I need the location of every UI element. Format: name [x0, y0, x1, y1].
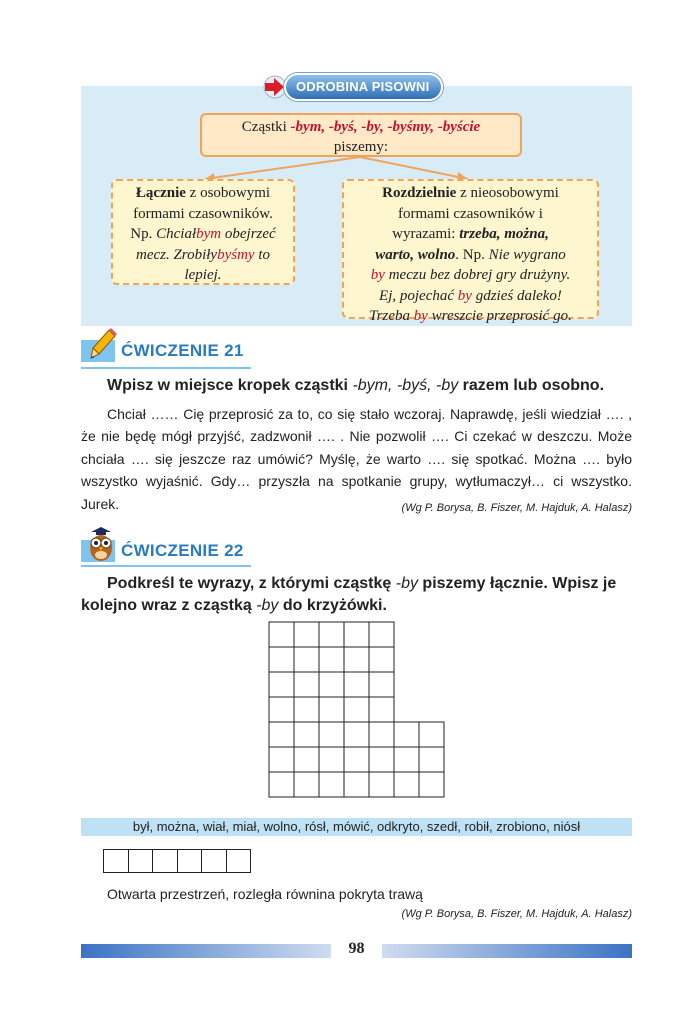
separate-line2: formami czasowników i — [398, 205, 543, 222]
exercise-22-header — [81, 540, 244, 562]
footer-bar-left — [81, 944, 331, 958]
ex22-i2c: do krzyżówki. — [278, 597, 387, 614]
crossword-cell[interactable] — [344, 697, 369, 722]
exercise-21-title: ĆWICZENIE 21 — [121, 341, 244, 360]
crossword-cell[interactable] — [269, 672, 294, 697]
separate-label: Rozdzielnie — [382, 185, 457, 201]
particles-list: -bym, -byś, -by, -byśmy, -byście — [290, 119, 481, 135]
crossword-cell[interactable] — [269, 722, 294, 747]
crossword-cell[interactable] — [294, 772, 319, 797]
crossword-cell[interactable] — [269, 697, 294, 722]
crossword-cell[interactable] — [294, 672, 319, 697]
crossword-cell[interactable] — [344, 722, 369, 747]
crossword-cell[interactable] — [419, 747, 444, 772]
separate-rule — [342, 179, 599, 324]
footer-bar-right — [382, 944, 632, 958]
crossword-cell[interactable] — [419, 772, 444, 797]
joined-ex1b: bym — [196, 226, 222, 242]
joined-ex2c: to — [254, 246, 271, 263]
exercise-22-badge — [81, 540, 115, 562]
crossword-cell[interactable] — [319, 747, 344, 772]
rule-line2: piszemy: — [333, 139, 389, 155]
joined-ex2a: mecz. Zrobiły — [135, 246, 218, 263]
exercise-22-instruction — [81, 573, 632, 617]
crossword-cell[interactable] — [294, 722, 319, 747]
separate-line1: z nieosobowymi — [456, 185, 559, 201]
exercise-21-header — [81, 340, 244, 362]
ex22-i2a: kolejno wraz z cząstką — [81, 597, 257, 614]
exercise-21-citation: (Wg P. Borysa, B. Fiszer, M. Hajduk, A. Halasz) — [401, 502, 632, 514]
ex21-instr-a: Wpisz w miejsce kropek cząstki — [107, 377, 353, 394]
exercise-22-title: ĆWICZENIE 22 — [121, 541, 244, 560]
crossword-cell[interactable] — [319, 772, 344, 797]
separate-l7c: wreszcie przeprosić go. — [427, 308, 572, 324]
crossword-cell[interactable] — [319, 672, 344, 697]
ex22-i1b: -by — [395, 575, 418, 592]
crossword-cell[interactable] — [419, 722, 444, 747]
joined-ex1a: Chciał — [156, 226, 197, 242]
crossword-cell[interactable] — [369, 747, 394, 772]
answer-cell[interactable] — [103, 849, 129, 873]
crossword-cell[interactable] — [319, 622, 344, 647]
crossword-cell[interactable] — [344, 747, 369, 772]
separate-l7a: Trzeba — [369, 308, 414, 324]
crossword-cell[interactable] — [344, 647, 369, 672]
separate-l7b: by — [413, 308, 428, 324]
separate-l4b: . Np. — [455, 246, 489, 263]
ex22-i1a: Podkreśl te wyrazy, z którymi cząstkę — [107, 575, 396, 592]
crossword-cell[interactable] — [269, 622, 294, 647]
crossword-cell[interactable] — [394, 747, 419, 772]
joined-ex3: lepiej. — [184, 267, 222, 283]
joined-label: Łącznie — [135, 185, 186, 201]
page-number: 98 — [348, 940, 365, 957]
answer-cell[interactable] — [128, 849, 154, 873]
answer-cell[interactable] — [177, 849, 203, 873]
rule-prefix: Cząstki — [241, 119, 291, 135]
crossword-cell[interactable] — [294, 622, 319, 647]
exercise-22-citation: (Wg P. Borysa, B. Fiszer, M. Hajduk, A. Halasz) — [401, 908, 632, 920]
pencil-icon — [89, 328, 117, 360]
crossword-cell[interactable] — [269, 747, 294, 772]
crossword-cell[interactable] — [369, 697, 394, 722]
joined-ex2b: byśmy — [217, 246, 255, 263]
exercise-21-badge — [81, 340, 115, 362]
separate-l6a: Ej, pojechać — [379, 287, 458, 304]
crossword-cell[interactable] — [344, 672, 369, 697]
rule-summary — [200, 113, 522, 157]
crossword-cell[interactable] — [369, 672, 394, 697]
exercise-21-text — [81, 403, 632, 515]
separate-l6b: by — [457, 287, 472, 304]
crossword-cell[interactable] — [369, 647, 394, 672]
separate-l6c: gdzieś daleko! — [471, 287, 562, 304]
separate-l4c: Nie wygrano — [488, 246, 566, 263]
separate-l3a: wyrazami: — [392, 226, 460, 242]
joined-line2: formami czasowników. — [133, 205, 273, 222]
crossword-cell[interactable] — [344, 772, 369, 797]
separate-l3b: trzeba, można, — [459, 226, 549, 242]
joined-ex1c: obejrzeć — [221, 226, 276, 242]
crossword-cell[interactable] — [319, 722, 344, 747]
spelling-tab-label: ODROBINA PISOWNI — [284, 73, 443, 101]
crossword-cell[interactable] — [319, 697, 344, 722]
crossword-cell[interactable] — [394, 772, 419, 797]
word-list: był, można, wiał, miał, wolno, rósł, mówić, odkryto, szedł, robił, zrobiono, niósł — [81, 818, 632, 836]
joined-rule — [111, 179, 295, 285]
crossword-cell[interactable] — [319, 647, 344, 672]
crossword-cell[interactable] — [394, 722, 419, 747]
crossword-cell[interactable] — [294, 747, 319, 772]
crossword-cell[interactable] — [369, 772, 394, 797]
ex21-instr-c: razem lub osobno. — [458, 377, 605, 394]
answer-cell[interactable] — [201, 849, 227, 873]
crossword-cell[interactable] — [294, 647, 319, 672]
separate-l4a: warto, wolno — [375, 246, 456, 263]
crossword-clue: Otwarta przestrzeń, rozległa równina pokryta trawą — [107, 886, 423, 902]
joined-np: Np. — [130, 226, 157, 242]
exercise-21-body: Chciał …… Cię przeprosić za to, co się stało wczoraj. Naprawdę, jeśli wiedział …. , że nie będę mógł przyjść, zadzwonił …. . Nie pozwolił …. Ci czekać w deszczu. Może chciała …. się jeszcze raz umówić? Myślę, że warto …. się spotkać. Można …. było wszystko wyjaśnić. Gdy… przyszła na spotkanie grupy, wytłumaczył… ci wszystko. Jurek. — [81, 406, 632, 512]
crossword-cell[interactable] — [369, 622, 394, 647]
joined-line1: z osobowymi — [185, 185, 271, 201]
separate-l5a: by — [370, 267, 385, 283]
owl-icon — [85, 526, 117, 562]
separate-l5b: meczu bez dobrej gry drużyny. — [384, 267, 571, 283]
crossword-cell[interactable] — [294, 697, 319, 722]
ex21-instr-b: -bym, -byś, -by — [352, 377, 459, 394]
exercise-21-underline — [81, 367, 251, 369]
answer-cells[interactable] — [103, 849, 250, 873]
exercise-21-instruction — [107, 377, 627, 395]
crossword-grid[interactable] — [268, 621, 448, 801]
crossword-cell[interactable] — [369, 722, 394, 747]
answer-cell[interactable] — [226, 849, 252, 873]
crossword-cell[interactable] — [344, 622, 369, 647]
ex22-i2b: -by — [256, 597, 279, 614]
crossword-cell[interactable] — [269, 772, 294, 797]
exercise-22-underline — [81, 565, 251, 567]
spelling-tab — [262, 72, 443, 102]
ex22-i1c: piszemy łącznie. Wpisz je — [417, 575, 617, 592]
answer-cell[interactable] — [152, 849, 178, 873]
crossword-cell[interactable] — [269, 647, 294, 672]
